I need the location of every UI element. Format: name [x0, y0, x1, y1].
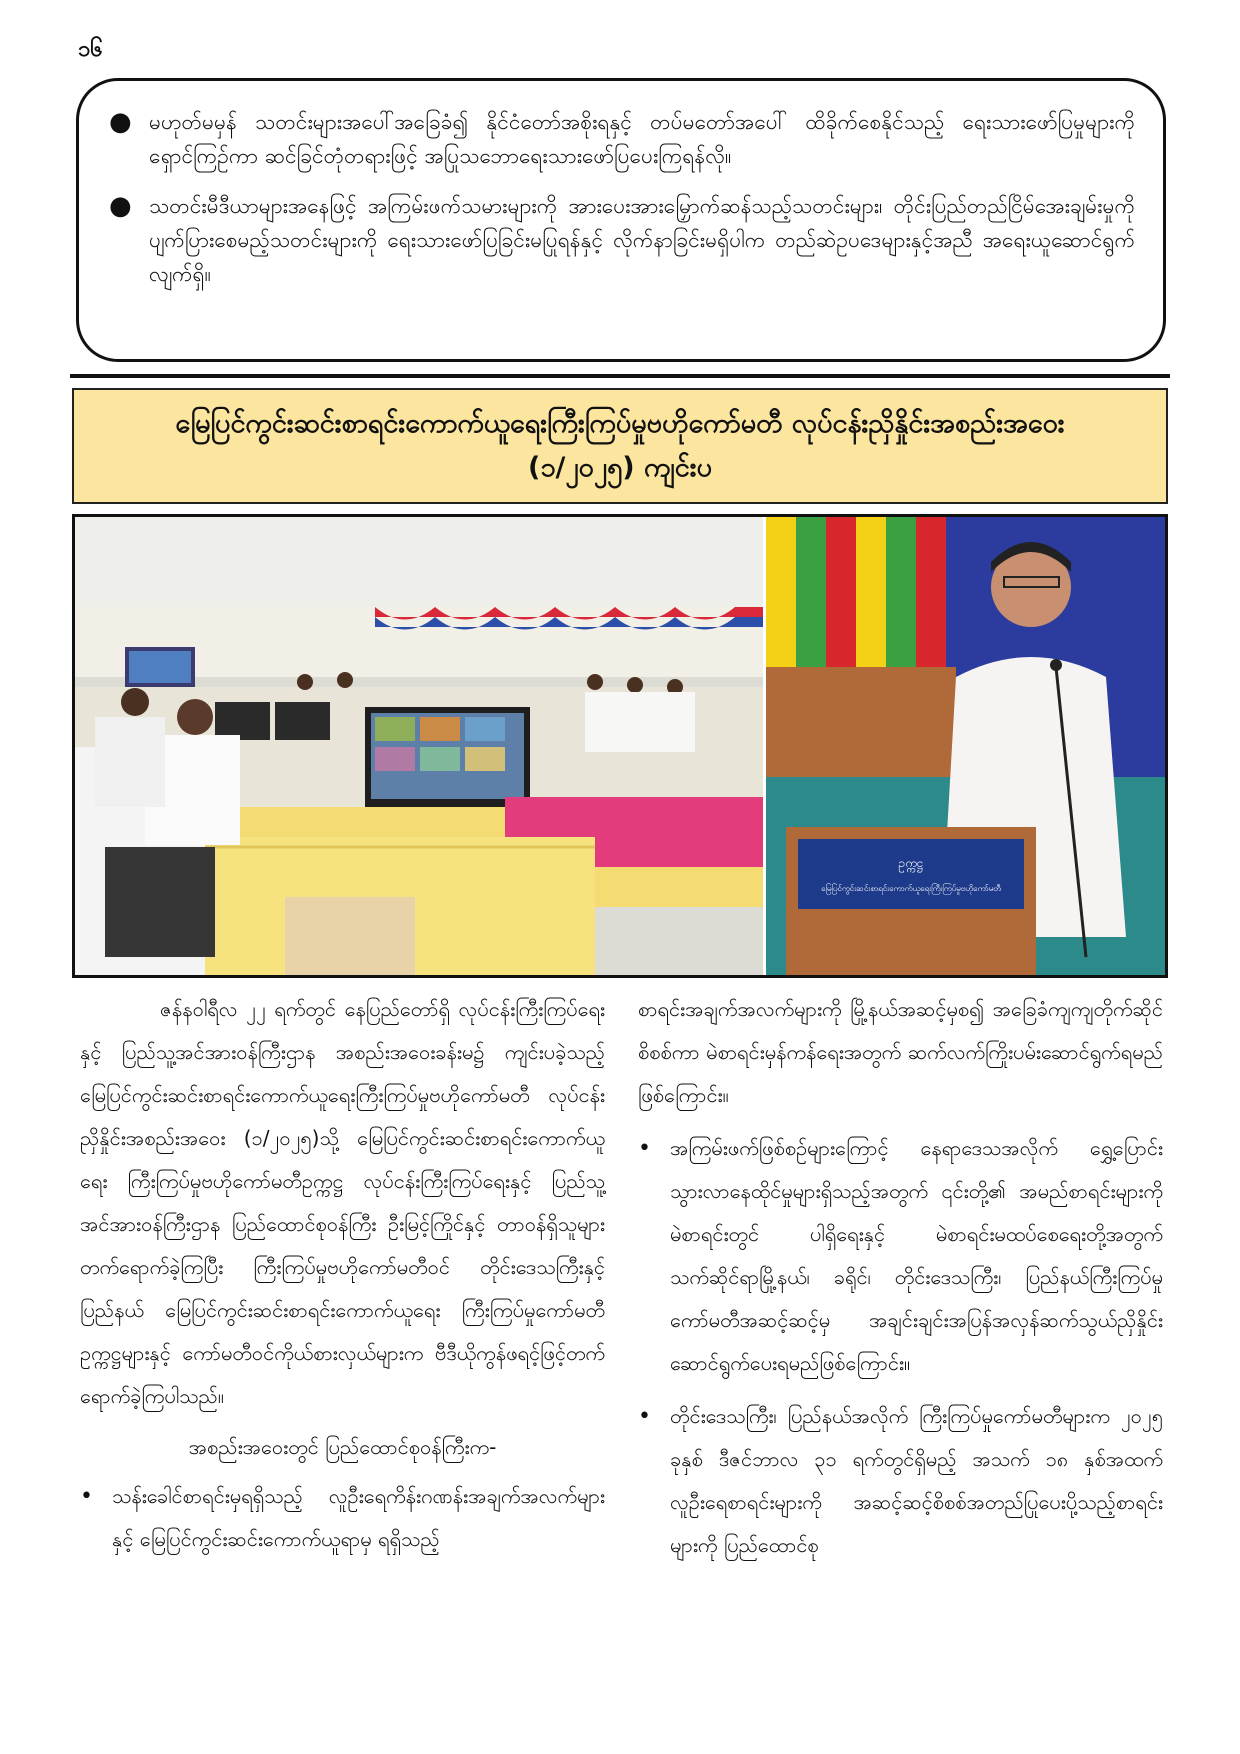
- bullet-point: [638, 1395, 1163, 1567]
- speaker-photo: [763, 517, 1166, 975]
- meeting-hall-illustration: [75, 517, 763, 975]
- bullet-icon: •: [638, 1136, 651, 1161]
- bullet-text: အကြမ်းဖက်ဖြစ်စဉ်များကြောင့် နေရာဒေသအလိုက် ရွှေ့ပြောင်းသွားလာနေထိုင်မှုများရှိသည့်အတွက် ၎င်းတို့၏ အမည်စာရင်းများကို မဲစာရင်းတွင် ပါရှိရေးနှင့် မဲစာရင်းမထပ်စေရေးတို့အတွက် သက်ဆိုင်ရာမြို့နယ်၊ ခရိုင်၊ တိုင်းဒေသကြီး၊ ပြည်နယ်ကြီးကြပ်မှု ကော်မတီအဆင့်ဆင့်မှ အချင်းချင်းအပြန်အလှန်ဆက်သွယ်ညှိနှိုင်း ဆောင်ရွက်ပေးရမည်ဖြစ်ကြောင်း။: [670, 1136, 1163, 1375]
- section-divider: [70, 374, 1170, 378]
- article-column-right: [638, 988, 1163, 1577]
- article-intro-paragraph: ဇန်နဝါရီလ ၂၂ ရက်တွင် နေပြည်တော်ရှိ လုပ်ငန်းကြီးကြပ်ရေးနှင့် ပြည်သူ့အင်အားဝန်ကြီးဌာန အစည်းအဝေးခန်းမ၌ ကျင်းပခဲ့သည့် မြေပြင်ကွင်းဆင်းစာရင်းကောက်ယူရေးကြီးကြပ်မှုဗဟိုကော်မတီ လုပ်ငန်းညှိနှိုင်းအစည်းအဝေး (၁/၂၀၂၅)သို့ မြေပြင်ကွင်းဆင်းစာရင်းကောက်ယူရေး ကြီးကြပ်မှုဗဟိုကော်မတီဥက္ကဋ္ဌ လုပ်ငန်းကြီးကြပ်ရေးနှင့် ပြည်သူ့အင်အားဝန်ကြီးဌာန ပြည်ထောင်စုဝန်ကြီး ဦးမြင့်ကြိုင်နှင့် တာဝန်ရှိသူများတက်ရောက်ခဲ့ကြပြီး ကြီးကြပ်မှုဗဟိုကော်မတီဝင် တိုင်းဒေသကြီးနှင့် ပြည်နယ် မြေပြင်ကွင်းဆင်းစာရင်းကောက်ယူရေး ကြီးကြပ်မှုကော်မတီဥက္ကဋ္ဌများနှင့် ကော်မတီဝင်ကိုယ်စားလှယ်များက ဗီဒီယိုကွန်ဖရင့်ဖြင့်တက်ရောက်ခဲ့ကြပါသည်။: [80, 997, 605, 1408]
- bullet-icon: •: [80, 1484, 93, 1509]
- summary-box: [76, 78, 1166, 362]
- summary-text: မဟုတ်မမှန် သတင်းများအပေါ်အခြေခံ၍ နိုင်ငံတော်အစိုးရနှင့် တပ်မတော်အပေါ် ထိခိုက်စေနိုင်သည့် ရေးသားဖော်ပြမှုများကို ရှောင်ကြဉ်ကာ ဆင်ခြင်တုံတရားဖြင့် အပြုသဘောရေးသားဖော်ပြပေးကြရန်လို။: [149, 110, 1135, 168]
- bullet-icon: ●: [109, 191, 132, 221]
- bullet-text: တိုင်းဒေသကြီး၊ ပြည်နယ်အလိုက် ကြီးကြပ်မှုကော်မတီများက ၂၀၂၅ ခုနှစ် ဒီဇင်ဘာလ ၃၁ ရက်တွင်ရှိမည့် အသက် ၁၈ နှစ်အထက် လူဦးရေစာရင်းများကို အဆင့်ဆင့်စိစစ်အတည်ပြုပေးပို့သည့်စာရင်းများကို ပြည်ထောင်စု: [670, 1404, 1163, 1557]
- article-column-left: [80, 988, 605, 1571]
- summary-item: [109, 189, 1135, 291]
- speaker-illustration: [766, 517, 1166, 975]
- article-title: မြေပြင်ကွင်းဆင်းစာရင်းကောက်ယူရေးကြီးကြပ်မှုဗဟိုကော်မတီ လုပ်ငန်းညှိနှိုင်းအစည်းအဝေး: [175, 408, 1065, 439]
- article-photo: [72, 514, 1168, 978]
- bullet-continuation: စာရင်းအချက်အလက်များကို မြို့နယ်အဆင့်မှစ၍ အခြေခံကျကျတိုက်ဆိုင်စိစစ်ကာ မဲစာရင်းမှန်ကန်ရေးအတွက် ဆက်လက်ကြိုးပမ်းဆောင်ရွက်ရမည်ဖြစ်ကြောင်း။: [638, 997, 1163, 1107]
- podium-label: ဥက္ကဋ္ဌ: [898, 856, 924, 870]
- bullet-icon: ●: [109, 107, 132, 137]
- podium-sub-label: မြေပြင်ကွင်းဆင်းစာရင်းကောက်ယူရေးကြီးကြပ်မှုဗဟိုကော်မတီ: [821, 884, 1001, 893]
- bullet-text: သန်းခေါင်စာရင်းမှရရှိသည့် လူဦးရေကိန်းဂဏန်းအချက်အလက်များနှင့် မြေပြင်ကွင်းဆင်းကောက်ယူရာမှ ရရှိသည့်: [112, 1484, 605, 1551]
- bullet-point: [638, 1127, 1163, 1385]
- page-number: ၁၆: [78, 37, 103, 62]
- article-title-number: (၁/၂၀၂၅) ကျင်းပ: [528, 452, 712, 483]
- minister-said-line: အစည်းအဝေးတွင် ပြည်ထောင်စုဝန်ကြီးက-: [188, 1435, 497, 1459]
- article-title-box: [72, 388, 1168, 504]
- meeting-hall-photo: [75, 517, 763, 975]
- summary-item: [109, 105, 1135, 173]
- bullet-icon: •: [638, 1404, 651, 1429]
- bullet-point: [80, 1475, 605, 1561]
- summary-text: သတင်းမီဒီယာများအနေဖြင့် အကြမ်းဖက်သမားများကို အားပေးအားမြှောက်ဆန်သည့်သတင်းများ၊ တိုင်းပြည်တည်ငြိမ်အေးချမ်းမှုကို ပျက်ပြားစေမည့်သတင်းများကို ရေးသားဖော်ပြခြင်းမပြုရန်နှင့် လိုက်နာခြင်းမရှိပါက တည်ဆဲဥပဒေများနှင့်အညီ အရေးယူဆောင်ရွက်လျက်ရှိ။: [149, 194, 1135, 286]
